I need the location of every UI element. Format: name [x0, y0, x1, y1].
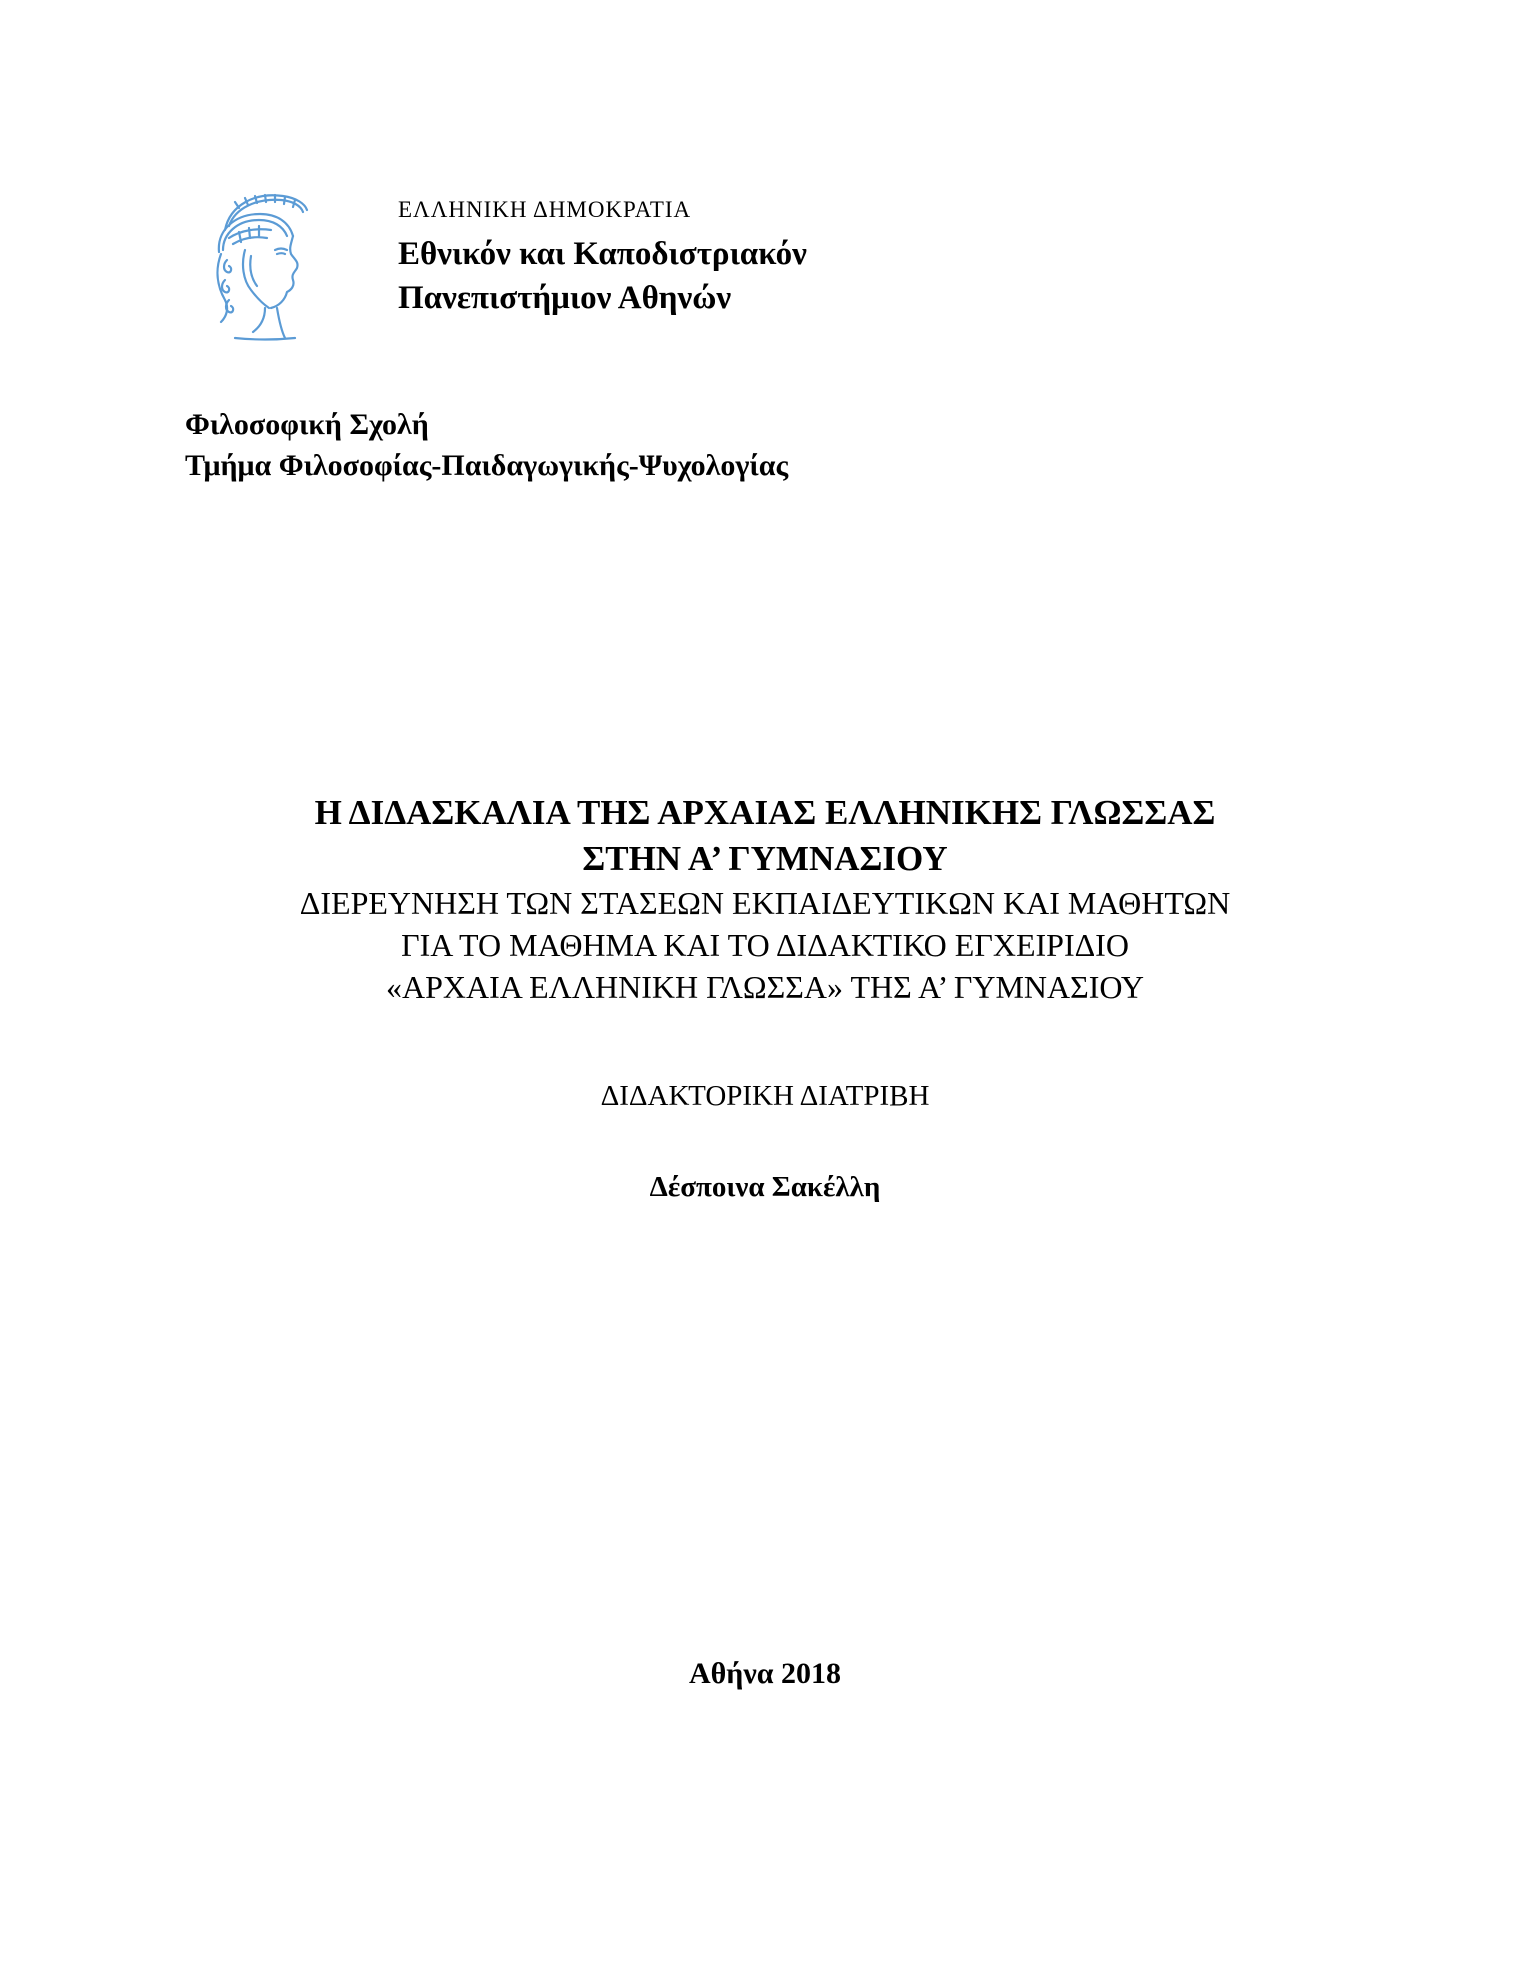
faculty-block — [185, 404, 788, 486]
department-name: Τμήμα Φιλοσοφίας-Παιδαγωγικής-Ψυχολογίας — [185, 449, 789, 482]
main-title-line2: ΣΤΗΝ Α’ ΓΥΜΝΑΣΙΟΥ — [582, 839, 948, 878]
author-name: Δέσποινα Σακέλλη — [649, 1171, 881, 1203]
main-title-line1: Η ΔΙΔΑΣΚΑΛΙΑ ΤΗΣ ΑΡΧΑΙΑΣ ΕΛΛΗΝΙΚΗΣ ΓΛΩΣΣΑΣ — [314, 793, 1216, 832]
thesis-type: ΔΙΔΑΚΤΟΡΙΚΗ ΔΙΑΤΡΙΒΗ — [600, 1080, 930, 1112]
republic-label: ΕΛΛΗΝΙΚΗ ΔΗΜΟΚΡΑΤΙΑ — [398, 197, 692, 222]
university-name-line2: Πανεπιστήμιον Αθηνών — [398, 280, 732, 316]
institution-header — [398, 196, 807, 320]
university-name-line1: Εθνικόν και Καποδιστριακόν — [398, 236, 807, 272]
subtitle-line1: ΔΙΕΡΕΥΝΗΣΗ ΤΩΝ ΣΤΑΣΕΩΝ ΕΚΠΑΙΔΕΥΤΙΚΩΝ ΚΑΙ ΜΑΘΗΤΩΝ — [299, 885, 1231, 921]
thesis-title-block — [0, 790, 1530, 1008]
subtitle-line3: «ΑΡΧΑΙΑ ΕΛΛΗΝΙΚΗ ΓΛΩΣΣΑ» ΤΗΣ Α’ ΓΥΜΝΑΣΙΟΥ — [385, 969, 1145, 1005]
school-name: Φιλοσοφική Σχολή — [185, 408, 429, 441]
place-and-year: Αθήνα 2018 — [688, 1657, 841, 1690]
subtitle-line2: ΓΙΑ ΤΟ ΜΑΘΗΜΑ ΚΑΙ ΤΟ ΔΙΔΑΚΤΙΚΟ ΕΓΧΕΙΡΙΔΙΟ — [401, 927, 1129, 963]
athena-helmet-logo-icon — [205, 190, 310, 342]
